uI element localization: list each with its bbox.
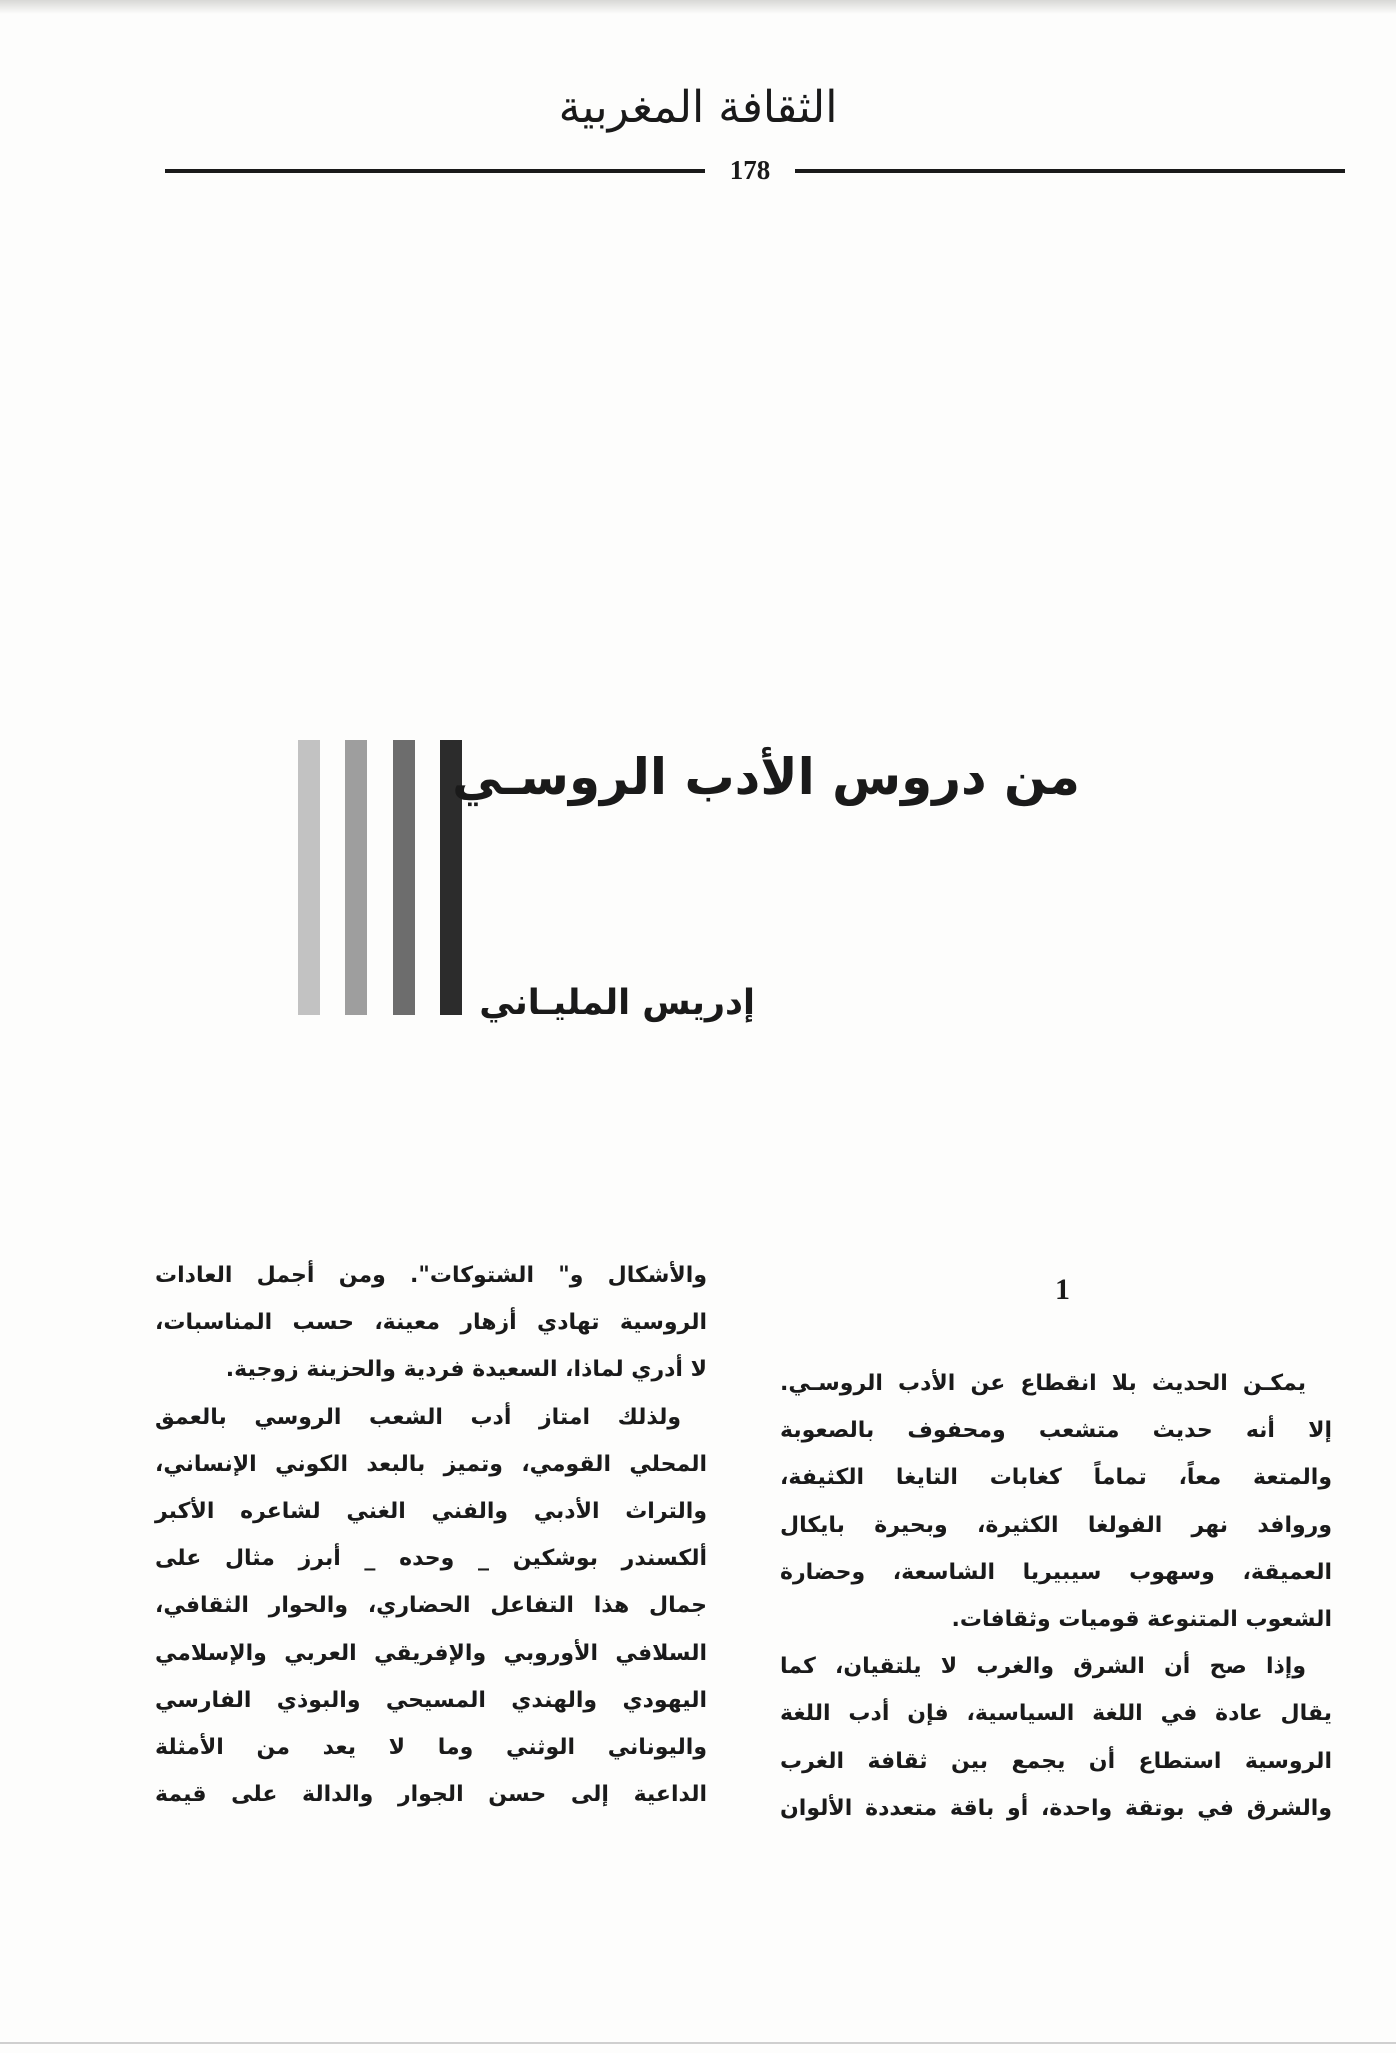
paragraph-line: والشرق في بوتقة واحدة، أو باقة متعددة الألوان	[780, 1795, 1332, 1821]
paragraph-line: جمال هذا التفاعل الحضاري، والحوار الثقافي،	[155, 1593, 707, 1619]
header-rule-left	[165, 169, 705, 173]
paragraph-line: الروسية تهادي أزهار معينة، حسب المناسبات،	[155, 1310, 707, 1336]
paragraph-line: والمتعة معاً، تماماً كغابات التايغا الكثيفة،	[780, 1465, 1332, 1491]
page-number: 178	[729, 155, 771, 185]
paragraph-line: العميقة، وسهوب سيبيريا الشاسعة، وحضارة	[780, 1559, 1332, 1585]
page-edge-shadow	[0, 0, 1396, 14]
paragraph-line: يقال عادة في اللغة السياسية، فإن أدب اللغة	[780, 1701, 1332, 1727]
paragraph-line: اليهودي والهندي المسيحي والبوذي الفارسي	[155, 1687, 707, 1713]
page-bottom-edge	[0, 2042, 1396, 2044]
paragraph-line: الروسية استطاع أن يجمع بين ثقافة الغرب	[780, 1748, 1332, 1774]
paragraph-line: المحلي القومي، وتميز بالبعد الكوني الإنساني،	[155, 1451, 707, 1477]
section-number: 1	[1055, 1273, 1070, 1306]
paragraph-line: الشعوب المتنوعة قوميات وثقافات.	[951, 1606, 1332, 1632]
paragraph-line: واليوناني الوثني وما لا يعد من الأمثلة	[155, 1734, 707, 1760]
paragraph-line: وإذا صح أن الشرق والغرب لا يلتقيان، كما	[780, 1654, 1306, 1680]
paragraph-line: إلا أنه حديث متشعب ومحفوف بالصعوبة	[780, 1418, 1332, 1444]
decorative-bar-medium-dark	[393, 740, 415, 1015]
article-author: إدريس المليـاني	[479, 983, 755, 1023]
paragraph-line: يمكـن الحديث بلا انقطاع عن الأدب الروسـي.	[780, 1371, 1306, 1396]
paragraph-line: لا أدري لماذا، السعيدة فردية والحزينة زوجية.	[225, 1357, 707, 1383]
header-rule-right	[795, 169, 1345, 173]
paragraph-line: وروافد نهر الفولغا الكثيرة، وبحيرة بايكال	[780, 1512, 1332, 1538]
decorative-bar-medium-light	[345, 740, 367, 1015]
text-column-left	[155, 1252, 707, 1818]
decorative-bar-light	[298, 740, 320, 1015]
paragraph-line: ولذلك امتاز أدب الشعب الروسي بالعمق	[155, 1404, 681, 1430]
journal-title: الثقافة المغربية	[558, 82, 838, 133]
paragraph-line: والتراث الأدبي والفني الغني لشاعره الأكبر	[155, 1498, 707, 1524]
text-column-right	[780, 1360, 1332, 1832]
paragraph-line: الداعية إلى حسن الجوار والدالة على قيمة	[155, 1782, 707, 1808]
paragraph-line: والأشكال و" الشتوكات". ومن أجمل العادات	[155, 1263, 707, 1288]
paragraph-line: ألكسندر بوشكين _ وحده _ أبرز مثال على	[155, 1546, 707, 1572]
article-title: من دروس الأدب الروسـي	[452, 748, 1080, 806]
paragraph-line: السلافي الأوروبي والإفريقي العربي والإسلامي	[155, 1640, 707, 1666]
